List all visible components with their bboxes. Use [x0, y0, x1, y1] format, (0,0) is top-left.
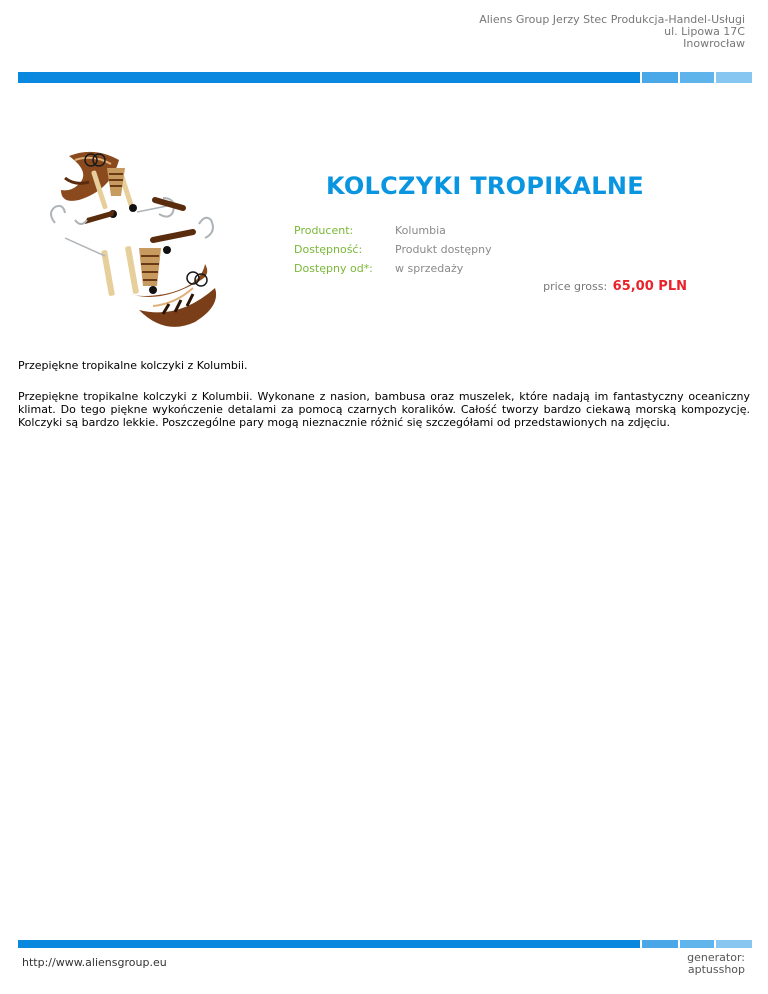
product-title: KOLCZYKI TROPIKALNE: [326, 172, 644, 200]
divider-segment: [716, 72, 752, 83]
spec-row-availability: [294, 243, 492, 262]
footer-divider-bar: [18, 940, 750, 948]
divider-segment: [680, 72, 714, 83]
earrings-photo: [35, 138, 231, 328]
long-description: Przepiękne tropikalne kolczyki z Kolumbii. Wykonane z nasion, bambusa oraz muszelek, które nadają im fantastyczny oceaniczny klimat. Do tego piękne wykończenie detalami za pomocą czarnych koralików. Całość tworzy bardzo ciekawą morską kompozycję. Kolczyki są bardzo lekkie. Poszczególne pary mogą nieznacznie różnić się szczegółami od przedstawionych na zdjęciu.: [18, 390, 750, 429]
divider-segment: [716, 940, 752, 948]
earring-lower: [65, 218, 216, 327]
spec-row-available-from: [294, 262, 492, 281]
spec-label: Dostępność:: [294, 243, 363, 256]
company-address: [479, 14, 745, 50]
generator-label: generator:: [687, 951, 745, 964]
spec-label: Producent:: [294, 224, 354, 237]
price-value: 65,00 PLN: [612, 279, 687, 294]
company-name: Aliens Group Jerzy Stec Produkcja-Handel-Usługi: [479, 13, 745, 26]
header-divider-bar: [18, 72, 750, 83]
company-street: ul. Lipowa 17C: [664, 25, 745, 38]
generator-name: aptusshop: [687, 963, 745, 976]
divider-segment: [642, 72, 678, 83]
divider-segment: [680, 940, 714, 948]
spec-row-producer: [294, 224, 492, 243]
spec-value: w sprzedaży: [395, 262, 464, 275]
divider-segment: [642, 940, 678, 948]
price-label: price gross:: [543, 280, 608, 293]
earring-upper: [51, 152, 183, 224]
spec-value: Kolumbia: [395, 224, 446, 237]
product-specs: [294, 224, 492, 281]
short-description: Przepiękne tropikalne kolczyki z Kolumbii.: [18, 359, 248, 372]
divider-segment-main: [18, 940, 640, 948]
price-block: [543, 279, 687, 294]
footer-website-link[interactable]: http://www.aliensgroup.eu: [22, 956, 167, 969]
company-city: Inowrocław: [683, 37, 745, 50]
divider-segment-main: [18, 72, 640, 83]
footer-generator: [687, 952, 745, 976]
spec-label: Dostępny od*:: [294, 262, 373, 275]
spec-value: Produkt dostępny: [395, 243, 492, 256]
